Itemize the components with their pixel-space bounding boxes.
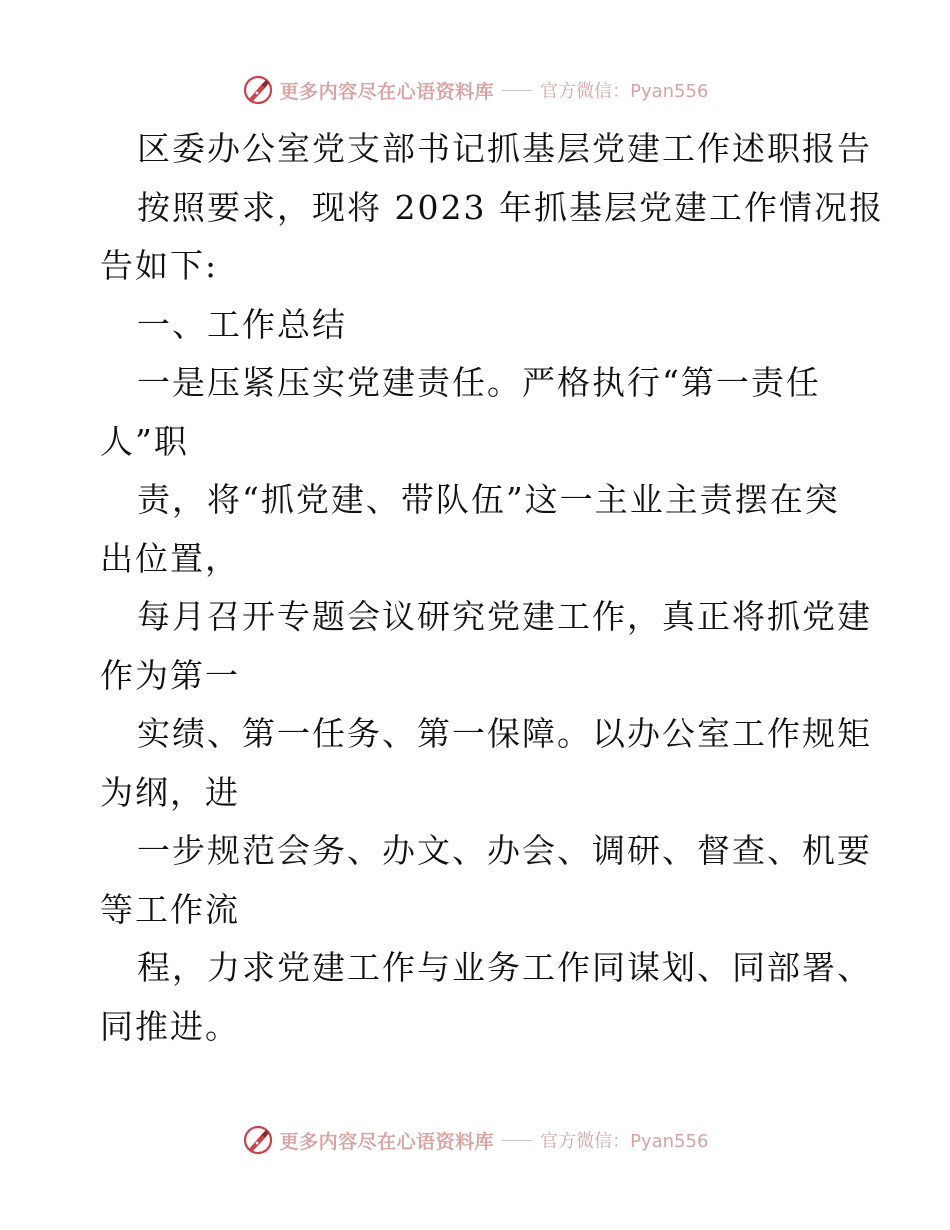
header-watermark: [0, 72, 950, 108]
footer-watermark: [0, 1122, 950, 1158]
text-line: 同推进。: [100, 1006, 240, 1046]
text-line: 按照要求，现将 2023 年抓基层党建工作情况报: [137, 187, 884, 227]
text-line: 程，力求党建工作与业务工作同谋划、同部署、: [137, 948, 872, 987]
text-line: 每月召开专题会议研究党建工作，真正将抓党建: [137, 597, 872, 636]
text-line: 作为第一: [100, 655, 240, 695]
text-line: 实绩、第一任务、第一保障。以办公室工作规矩: [137, 714, 872, 753]
text-line: 告如下:: [100, 246, 219, 285]
watermark-contact: 官方微信：Pyan556: [540, 1131, 709, 1152]
pen-nib-logo-icon: [242, 74, 274, 106]
text-line: 一步规范会务、办文、办会、调研、督查、机要: [137, 831, 872, 870]
watermark-divider: [502, 90, 532, 91]
section-heading: 一、工作总结: [137, 304, 347, 344]
watermark-text: 更多内容尽在心语资料库: [279, 1130, 495, 1153]
pen-nib-logo-icon: [242, 1124, 274, 1156]
watermark-text: 更多内容尽在心语资料库: [279, 80, 495, 103]
watermark-contact: 官方微信：Pyan556: [540, 81, 709, 102]
text-line: 一是压紧压实党建责任。严格执行“第一责任: [137, 363, 821, 402]
text-line: 为纲，进: [100, 772, 240, 812]
document-title: 区委办公室党支部书记抓基层党建工作述职报告: [137, 129, 872, 168]
watermark-divider: [502, 1140, 532, 1141]
document-body: [100, 120, 884, 1056]
text-line: 出位置，: [100, 538, 240, 578]
text-line: 等工作流: [100, 889, 240, 929]
text-line: 责，将“抓党建、带队伍”这一主业主责摆在突: [137, 480, 840, 519]
text-line: 人”职: [100, 421, 189, 461]
